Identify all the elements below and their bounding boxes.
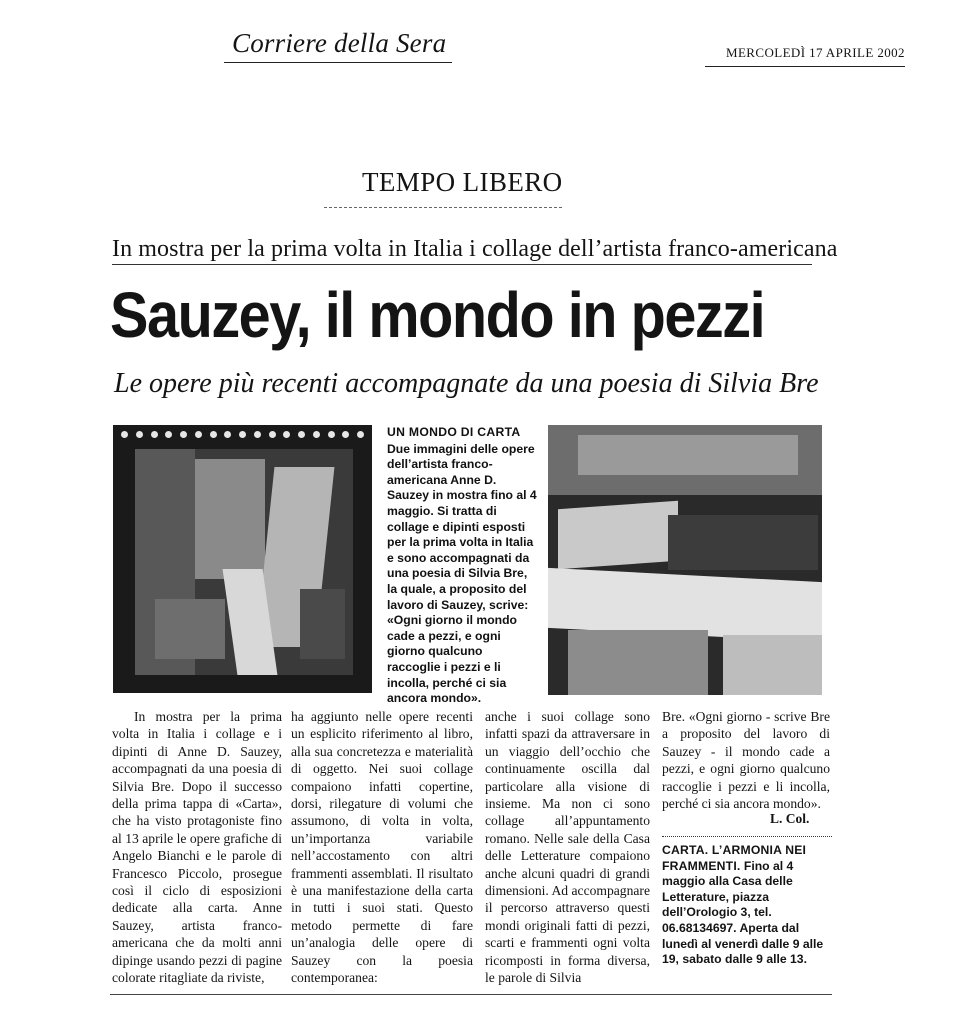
info-text: Fino al 4 maggio alla Casa delle Letterature, piazza dell’Orologio 3, tel. 06.68134697. Aperta dal lunedì al venerdì dalle 9 alle 19, sabato dalle 9 alle 13. bbox=[662, 858, 824, 967]
photo-caption bbox=[387, 425, 537, 707]
film-perforations-top bbox=[121, 431, 364, 441]
caption-text: Due immagini delle opere dell’artista franco-americana Anne D. Sauzey in mostra fino al 4 maggio. Si tratta di collage e dipinti esposti per la prima volta in Italia e sono accompagnati da una poesia di Silvia Bre, la quale, a proposito del lavoro di Sauzey, scrive: «Ogni giorno il mondo cade a pezzi, e ogni giorno qualcuno raccoglie i pezzi e li incolla, perché ci sia ancora mondo». bbox=[387, 441, 537, 706]
article-headline: Sauzey, il mondo in pezzi bbox=[110, 279, 765, 351]
artwork-photo-left bbox=[113, 425, 372, 693]
footer-rule bbox=[110, 994, 832, 995]
newspaper-masthead: Corriere della Sera bbox=[232, 28, 447, 58]
article-column-4 bbox=[662, 708, 830, 812]
article-paragraph: ha aggiunto nelle opere recenti un esplicito riferimento al libro, alla sua concretezza e materialità di oggetto. Nei suoi collage compaiono infatti copertine, dorsi, rilegature di volumi che assumono, di volta in volta, un’importanza variabile nell’accostamento con altri frammenti assemblati. Il risultato è una manifestazione della carta in tutti i suoi stati. Questo metodo permette di fare un’analogia delle opere di Sauzey con la poesia contemporanea: bbox=[291, 709, 473, 986]
issue-date: MERCOLEDÌ 17 APRILE 2002 bbox=[726, 45, 905, 60]
date-rule bbox=[705, 66, 905, 67]
section-label: TEMPO LIBERO bbox=[362, 167, 563, 197]
collage-image-left bbox=[135, 449, 353, 675]
article-paragraph: anche i suoi collage sono infatti spazi da attraversare in un viaggio dell’occhio che continuamente oscilla dal particolare alla visione di insieme. Ma non ci sono collage all’appuntamento romano. Nelle sale della Casa delle Letterature compaiono anche alcuni quadri di grandi dimensioni. Ad accompagnare il percorso attraverso questi mondi originali fatti di pezzi, scarti e frammenti ogni volta ricomposti in forma diversa, le parole di Silvia bbox=[485, 709, 650, 986]
masthead-rule bbox=[224, 62, 452, 63]
artwork-photo-right bbox=[548, 425, 822, 695]
exhibition-info-box bbox=[662, 843, 830, 968]
info-title: CARTA. L’ARMONIA NEI FRAMMENTI. bbox=[662, 843, 807, 873]
article-paragraph: In mostra per la prima volta in Italia i collage e i dipinti di Anne D. Sauzey, accompagnati da una poesia di Silvia Bre. Dopo il successo della prima tappa di «Carta», che ha visto protagoniste fino al 13 aprile le opere grafiche di Angelo Bianchi e le parole di Francesco Piccolo, prosegue così il ciclo di esposizioni dedicate alla carta. Anne Sauzey, artista franco-americana che da molti anni dipinge usando pezzi di pagine colorate ritagliate da riviste, bbox=[112, 709, 282, 986]
info-box-rule bbox=[662, 836, 832, 837]
caption-title: UN MONDO DI CARTA bbox=[387, 425, 521, 439]
kicker-rule bbox=[112, 264, 812, 265]
article-column-3 bbox=[485, 708, 650, 987]
section-rule bbox=[324, 207, 562, 208]
article-column-1 bbox=[112, 708, 282, 987]
article-subheadline: Le opere più recenti accompagnate da una poesia di Silvia Bre bbox=[114, 368, 819, 399]
article-column-2 bbox=[291, 708, 473, 987]
article-kicker: In mostra per la prima volta in Italia i collage dell’artista franco-americana bbox=[112, 236, 838, 262]
author-signature: L. Col. bbox=[770, 811, 810, 826]
article-paragraph: Bre. «Ogni giorno - scrive Bre a proposito del lavoro di Sauzey - il mondo cade a pezzi, e ogni giorno qualcuno raccoglie i pezzi e li incolla, perché ci sia ancora mondo». bbox=[662, 709, 830, 812]
